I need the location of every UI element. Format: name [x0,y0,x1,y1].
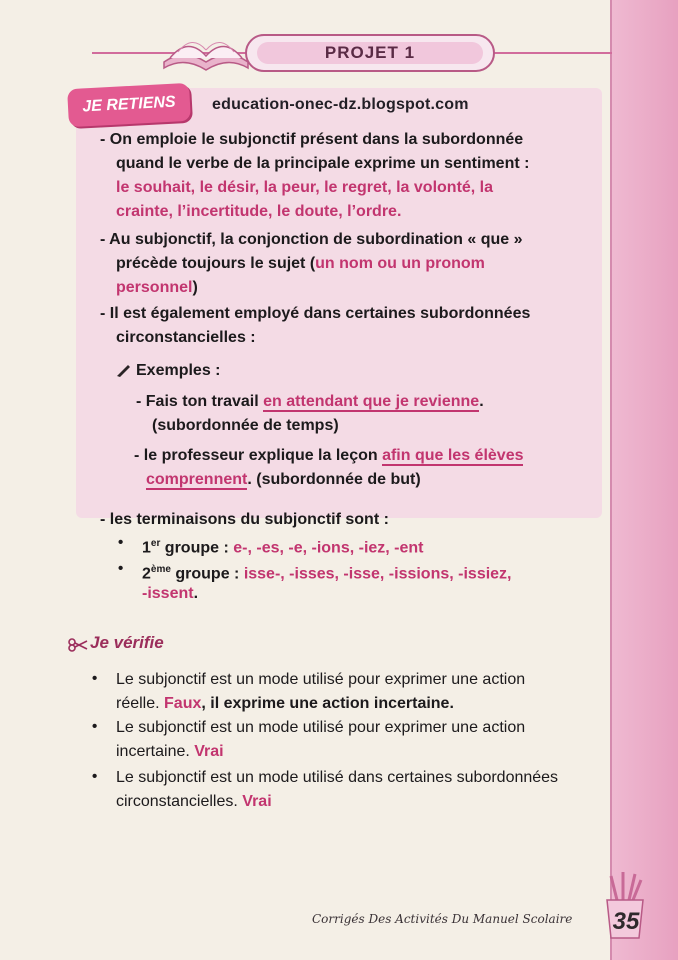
bullet-icon: • [92,768,98,785]
groupe1-sup: er [150,538,161,549]
page-title: PROJET 1 [257,42,483,64]
verifie-item2-line2 [116,740,224,764]
examples-label: Exemples : [136,362,221,379]
verifie-item1-text: réelle. [116,695,165,712]
rule2-line3 [116,276,198,300]
example1-line1 [136,390,484,414]
rule2-line2-text: précède toujours le sujet ( [116,255,316,272]
groupe1-endings: e-, -es, -e, -ions, -iez, -ent [233,539,424,557]
je-verifie-title: Je vérifie [90,633,164,652]
verifie-item3-line1: Le subjonctif est un mode utilisé dans certaines subordonnées [116,769,559,786]
je-retiens-tag: JE RETIENS [67,83,191,127]
verifie-item2-line1: Le subjonctif est un mode utilisé pour exprimer une action [116,719,526,736]
open-book-icon [160,22,252,74]
bullet-icon: • [92,718,98,735]
verifie-item1-answer: Faux [164,695,202,712]
groupe2-number: 2 [142,565,151,583]
rule3-line1: - Il est également employé dans certaines subordonnées [100,305,531,322]
verifie-item3-text: circonstancielles. [116,793,243,810]
rule1-pink-line2: crainte, l’incertitude, le doute, l’ordre. [116,203,402,220]
rule2-close-paren: ) [192,279,198,296]
rule3-line2: circonstancielles : [116,329,256,346]
verifie-item1-correction: , il exprime une action incertaine. [201,695,454,712]
verifie-item2-answer: Vrai [194,743,224,760]
scissors-icon [68,638,88,652]
rule1-line1: - On emploie le subjonctif présent dans la subordonnée [100,131,524,148]
example2-highlight: afin que les élèves [382,447,524,464]
example1-line2: (subordonnée de temps) [152,417,339,434]
rule2-line2 [116,252,485,276]
groupe2-endings: isse-, -isses, -isse, -issions, -issiez, [243,565,512,583]
page-number: 35 [612,908,640,935]
rule2-line1: - Au subjonctif, la conjonction de subordination « que » [100,231,523,248]
rule1-pink-line1: le souhait, le désir, la peur, le regret, la volonté, la [116,179,494,196]
verifie-item3-answer: Vrai [242,793,272,810]
example2-text: - le professeur explique la leçon [134,447,383,464]
example2-highlight-verb: comprennent [146,471,248,488]
verifie-item1-line1: Le subjonctif est un mode utilisé pour exprimer une action [116,671,526,688]
bullet-icon: • [92,670,98,687]
footer-caption: Corrigés Des Activités Du Manuel Scolaire [312,912,573,926]
project-title-badge [245,34,495,72]
blog-url: education-onec-dz.blogspot.com [212,96,469,113]
example2-tail: . (subordonnée de but) [247,471,421,488]
page-edge-band [610,0,678,960]
verifie-item3-line2 [116,790,272,814]
example2-line2 [146,468,421,492]
groupe2-label: groupe : [170,565,244,583]
groupe2-line2 [142,582,198,606]
rule1-line2: quand le verbe de la principale exprime un sentiment : [116,155,530,172]
example2-line1 [134,444,523,468]
bullet-icon: • [118,560,124,577]
verifie-item2-text: incertaine. [116,743,195,760]
groupe2-endings-cont: -issent [142,585,194,602]
groupe1-label: groupe : [160,539,234,557]
terminaisons-title: - les terminaisons du subjonctif sont : [100,511,389,528]
rule2-pink-personnel: personnel [116,279,193,296]
example1-text: - Fais ton travail [136,393,264,410]
rule2-pink-text: un nom ou un pronom [315,255,485,272]
groupe1-line [142,532,424,560]
verifie-item1-line2 [116,692,454,716]
example1-highlight: en attendant que je revienne [263,393,480,410]
groupe2-period: . [193,585,199,602]
example1-period: . [479,393,484,410]
bullet-icon: • [118,534,124,551]
pencil-icon [116,364,132,378]
groupe2-sup: ème [150,564,171,575]
groupe1-number: 1 [142,539,151,557]
